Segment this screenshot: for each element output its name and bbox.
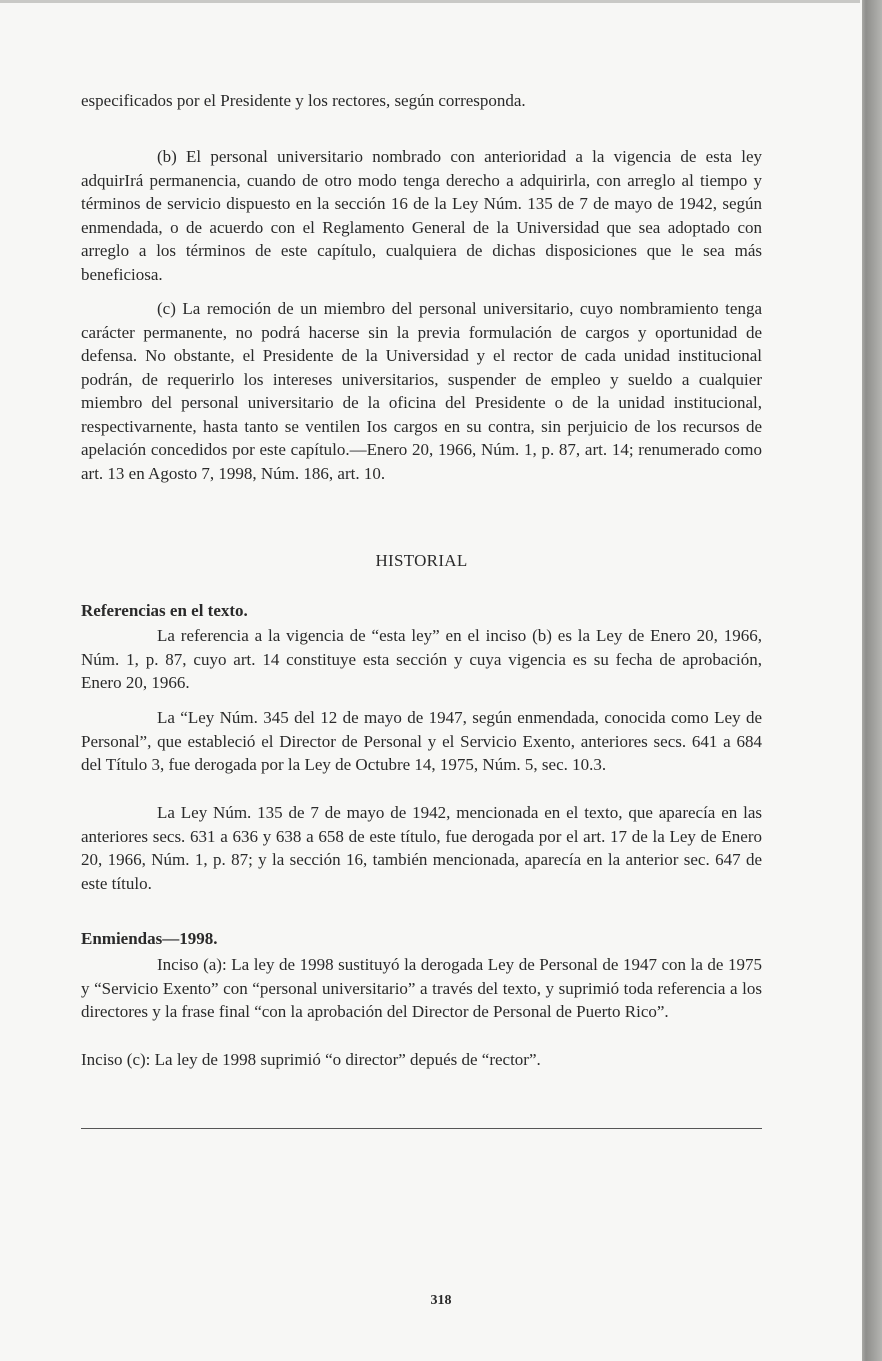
historial-title: HISTORIAL [375, 551, 468, 570]
bottom-rule [81, 1128, 762, 1129]
scan-right-edge [862, 0, 882, 1361]
enmiendas-paragraph-2: Inciso (c): La ley de 1998 suprimió “o director” depués de “rector”. [81, 1050, 541, 1069]
page-number: 318 [430, 1293, 452, 1308]
paragraph-c: (c) La remoción de un miembro del personal universitario, cuyo nombramiento tenga carácter permanente, no podrá hacerse sin la previa formulación de cargos y oportunidad de defensa. No obstante, el Presidente de la Universidad y el rector de cada unidad institucional podrán, de requerirlo los intereses universitarios, suspender de empleo y sueldo a cualquier miembro del personal universitario de la oficina del Presidente o de la unidad institucional, respectivarnente, hasta tanto se ventilen Ios cargos en su contra, sin perjuicio de los recursos de apelación concedidos por este capítulo.—Enero 20, 1966, Núm. 1, p. 87, art. 14; renumerado como art. 13 en Agosto 7, 1998, Núm. 186, art. 10. [81, 299, 762, 483]
continuation-line: especificados por el Presidente y los rectores, según corresponda. [81, 91, 526, 110]
enmiendas-heading: Enmiendas—1998. [81, 929, 218, 948]
page-top-edge [0, 0, 860, 3]
referencias-paragraph-2: La “Ley Núm. 345 del 12 de mayo de 1947, según enmendada, conocida como Ley de Personal”, que estableció el Director de Personal y el Servicio Exento, anteriores secs. 641 a 684 del Título 3, fue derogada por la Ley de Octubre 14, 1975, Núm. 5, sec. 10.3. [81, 708, 762, 774]
referencias-paragraph-1: La referencia a la vigencia de “esta ley” en el inciso (b) es la Ley de Enero 20, 1966, Núm. 1, p. 87, cuyo art. 14 constituye esta sección y cuya vigencia es su fecha de aprobación, Enero 20, 1966. [81, 626, 762, 692]
referencias-paragraph-3: La Ley Núm. 135 de 7 de mayo de 1942, mencionada en el texto, que aparecía en las anteriores secs. 631 a 636 y 638 a 658 de este título, fue derogada por el art. 17 de la Ley de Enero 20, 1966, Núm. 1, p. 87; y la sección 16, también mencionada, aparecía en la anterior sec. 647 de este título. [81, 803, 762, 893]
referencias-heading: Referencias en el texto. [81, 601, 248, 620]
enmiendas-paragraph-1: Inciso (a): La ley de 1998 sustituyó la derogada Ley de Personal de 1947 con la de 1975 y “Servicio Exento” con “personal universitario” a través del texto, y suprimió toda referencia a los directores y la frase final “con la aprobación del Director de Personal de Puerto Rico”. [81, 955, 762, 1021]
paragraph-b: (b) El personal universitario nombrado con anterioridad a la vigencia de esta ley adquirIrá permanencia, cuando de otro modo tenga derecho a adquirirla, con arreglo al tiempo y términos de servicio dispuesto en la sección 16 de la Ley Núm. 135 de 7 de mayo de 1942, según enmendada, o de acuerdo con el Reglamento General de la Universidad que sea adoptado con arreglo a los términos de este capítulo, cualquiera de dichas disposiciones que le sea más beneficiosa. [81, 147, 762, 284]
